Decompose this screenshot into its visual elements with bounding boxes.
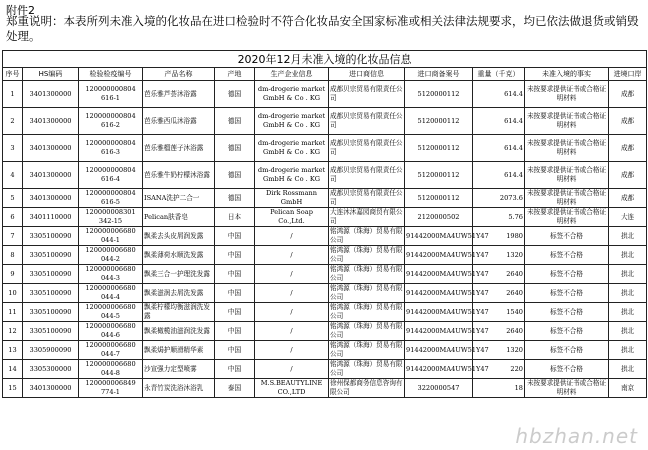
column-header: 进口商备案号 — [405, 68, 473, 81]
cell-reg: 3220000547 — [405, 379, 473, 398]
cell-no: 10 — [3, 284, 23, 303]
cell-reg: 5120000112 — [405, 81, 473, 108]
cell-weight: 1540 — [473, 303, 525, 322]
cell-name: 飘柔焗护顺滑精华素 — [143, 341, 215, 360]
cell-reg: 91442000MA4UW51Y47 — [405, 246, 473, 265]
cell-maker: / — [255, 322, 329, 341]
cell-code: 120000006680 044-5 — [79, 303, 143, 322]
cell-fact: 未按要求提供证书或合格证明材料 — [525, 108, 609, 135]
column-header: HS编码 — [23, 68, 79, 81]
cell-port: 成都 — [609, 81, 647, 108]
cell-origin: 德国 — [215, 108, 255, 135]
cell-reg: 91442000MA4UW51Y47 — [405, 341, 473, 360]
table-row — [3, 81, 647, 108]
cell-origin: 德国 — [215, 135, 255, 162]
cell-port: 成都 — [609, 108, 647, 135]
cell-fact: 未按要求提供证书或合格证明材料 — [525, 135, 609, 162]
cell-weight: 1320 — [473, 341, 525, 360]
cell-maker: / — [255, 360, 329, 379]
cell-name: 飘柔薄荷水顺洗发露 — [143, 246, 215, 265]
cell-hs: 3401300000 — [23, 189, 79, 208]
cell-hs: 3401300000 — [23, 162, 79, 189]
cell-no: 6 — [3, 208, 23, 227]
cell-hs: 3305100090 — [23, 246, 79, 265]
cell-importer: 成都贝宗贸易有限责任公司 — [329, 162, 405, 189]
cell-no: 5 — [3, 189, 23, 208]
cell-fact: 标签不合格 — [525, 227, 609, 246]
cell-code: 120000006680 044-1 — [79, 227, 143, 246]
cell-weight: 18 — [473, 379, 525, 398]
rejected-cosmetics-table — [2, 50, 647, 398]
cell-importer: 铭鸿源（珠海）贸易有限公司 — [330, 360, 403, 377]
cell-hs: 3401300000 — [23, 81, 79, 108]
cell-port: 拱北 — [609, 303, 647, 322]
cell-no: 7 — [3, 227, 23, 246]
cell-weight: 2073.6 — [473, 189, 525, 208]
table-row — [3, 379, 647, 398]
cell-reg: 2120000502 — [405, 208, 473, 227]
cell-reg: 91442000MA4UW51Y47 — [405, 360, 473, 379]
cell-origin: 德国 — [215, 81, 255, 108]
cell-code: 120000006680 044-8 — [79, 360, 143, 379]
cell-no: 8 — [3, 246, 23, 265]
annex-label: 附件2 — [6, 4, 35, 17]
cell-port: 拱北 — [609, 246, 647, 265]
cell-no: 2 — [3, 108, 23, 135]
cell-hs: 3305100090 — [23, 227, 79, 246]
cell-fact: 未按要求提供证书或合格证明材料 — [525, 208, 609, 227]
cell-name: 飘柔三合一护理洗发露 — [143, 265, 215, 284]
cell-port: 成都 — [609, 162, 647, 189]
cell-name: ISANA洗护二合一 — [143, 189, 215, 208]
table-body — [3, 81, 647, 398]
table-row — [3, 322, 647, 341]
cell-weight: 614.4 — [473, 162, 525, 189]
cell-no: 13 — [3, 341, 23, 360]
column-header: 未准入境的事实 — [525, 68, 609, 81]
cell-hs: 3401300000 — [23, 135, 79, 162]
cell-fact: 标签不合格 — [525, 284, 609, 303]
cell-hs: 3305900090 — [23, 341, 79, 360]
cell-maker: / — [255, 246, 329, 265]
cell-name: 永青竹炭洗浴沐浴乳 — [143, 379, 215, 398]
table-row — [3, 189, 647, 208]
cell-no: 1 — [3, 81, 23, 108]
table-row — [3, 265, 647, 284]
cell-code: 120000000804 616-1 — [79, 81, 143, 108]
cell-hs: 3401110000 — [23, 208, 79, 227]
cell-importer: 铭鸿源（珠海）贸易有限公司 — [330, 303, 403, 320]
column-header: 重量（千克） — [473, 68, 525, 81]
cell-hs: 3401300000 — [23, 379, 79, 398]
cell-name: 芭乐雅牛奶柠檬沐浴露 — [143, 162, 215, 189]
cell-port: 拱北 — [609, 360, 647, 379]
cell-origin: 中国 — [215, 360, 255, 379]
cell-maker: / — [255, 284, 329, 303]
cell-origin: 中国 — [215, 303, 255, 322]
table-row — [3, 284, 647, 303]
cell-code: 120000006680 044-7 — [79, 341, 143, 360]
watermark: hbzhan.net — [515, 424, 638, 448]
cell-reg: 5120000112 — [405, 108, 473, 135]
table-header-row — [3, 68, 647, 81]
cell-importer: 铭鸿源（珠海）贸易有限公司 — [330, 322, 403, 339]
column-header: 序号 — [3, 68, 23, 81]
cell-code: 120000000804 616-5 — [79, 189, 143, 208]
cell-importer: 成都贝宗贸易有限责任公司 — [329, 108, 405, 135]
cell-no: 4 — [3, 162, 23, 189]
column-header: 生产企业信息 — [255, 68, 329, 81]
cell-importer: 铭鸿源（珠海）贸易有限公司 — [330, 341, 403, 358]
cell-name: 飘柔去头皮屑润发露 — [143, 227, 215, 246]
cell-reg: 91442000MA4UW51Y47 — [405, 303, 473, 322]
cell-hs: 3401300000 — [23, 108, 79, 135]
cell-origin: 中国 — [215, 246, 255, 265]
cell-fact: 标签不合格 — [525, 341, 609, 360]
cell-maker: dm-drogerie market GmbH & Co . KG — [255, 162, 329, 189]
cell-origin: 德国 — [215, 162, 255, 189]
cell-port: 拱北 — [609, 341, 647, 360]
cell-fact: 标签不合格 — [525, 360, 609, 379]
cell-reg: 5120000112 — [405, 135, 473, 162]
cell-reg: 91442000MA4UW51Y47 — [405, 284, 473, 303]
cell-importer: 徐州保都商务信息咨询有限公司 — [330, 379, 403, 396]
cell-weight: 614.4 — [473, 135, 525, 162]
cell-code: 120000006680 044-6 — [79, 322, 143, 341]
cell-hs: 3305100090 — [23, 284, 79, 303]
column-header: 进境口岸 — [609, 68, 647, 81]
column-header: 产地 — [215, 68, 255, 81]
cell-code: 120000006680 044-2 — [79, 246, 143, 265]
cell-no: 11 — [3, 303, 23, 322]
table-row — [3, 303, 647, 322]
cell-origin: 德国 — [215, 189, 255, 208]
cell-weight: 5.76 — [473, 208, 525, 227]
cell-hs: 3305100090 — [23, 265, 79, 284]
cell-fact: 标签不合格 — [525, 265, 609, 284]
cell-no: 3 — [3, 135, 23, 162]
cell-weight: 614.4 — [473, 108, 525, 135]
cell-name: 芭乐雅西瓜沐浴露 — [143, 108, 215, 135]
cell-weight: 2640 — [473, 265, 525, 284]
cell-maker: / — [255, 227, 329, 246]
cell-name: 飘柔柠檬均衡滋润洗发露 — [143, 303, 215, 322]
cell-origin: 泰国 — [215, 379, 255, 398]
table-row — [3, 162, 647, 189]
cell-weight: 1980 — [473, 227, 525, 246]
cell-importer: 铭鸿源（珠海）贸易有限公司 — [330, 246, 403, 263]
cell-name: Pelican肤香皂 — [143, 208, 215, 227]
cell-code: 120000008301 342-15 — [79, 208, 143, 227]
cell-maker: / — [255, 341, 329, 360]
cell-no: 14 — [3, 360, 23, 379]
column-header: 检验检疫编号 — [79, 68, 143, 81]
cell-code: 120000006680 044-4 — [79, 284, 143, 303]
cell-maker: dm-drogerie market GmbH & Co . KG — [255, 108, 329, 135]
cell-port: 拱北 — [609, 227, 647, 246]
cell-maker: Pelican Soap Co.,Ltd. — [255, 208, 329, 227]
cell-weight: 2640 — [473, 322, 525, 341]
cell-fact: 标签不合格 — [525, 322, 609, 341]
cell-fact: 未按要求提供证书或合格证明材料 — [525, 162, 609, 189]
cell-fact: 未按要求提供证书或合格证明材料 — [525, 81, 609, 108]
cell-port: 成都 — [609, 135, 647, 162]
cell-port: 拱北 — [609, 284, 647, 303]
cell-reg: 5120000112 — [405, 162, 473, 189]
table-row — [3, 108, 647, 135]
cell-origin: 中国 — [215, 227, 255, 246]
cell-maker: dm-drogerie market GmbH & Co . KG — [255, 81, 329, 108]
cell-port: 成都 — [609, 189, 647, 208]
cell-port: 南京 — [609, 379, 647, 398]
cell-name: 飘柔滋润去屑洗发露 — [143, 284, 215, 303]
table-row — [3, 341, 647, 360]
cell-origin: 中国 — [215, 322, 255, 341]
cell-code: 120000000804 616-3 — [79, 135, 143, 162]
table-row — [3, 360, 647, 379]
cell-fact: 未按要求提供证书或合格证明材料 — [525, 379, 609, 398]
cell-code: 120000000804 616-2 — [79, 108, 143, 135]
cell-reg: 91442000MA4UW51Y47 — [405, 227, 473, 246]
cell-maker: / — [255, 265, 329, 284]
cell-weight: 220 — [473, 360, 525, 379]
cell-importer: 铭鸿源（珠海）贸易有限公司 — [330, 227, 403, 244]
cell-importer: 铭鸿源（珠海）贸易有限公司 — [330, 265, 403, 282]
notice-text: 郑重说明：本表所列未准入境的化妆品在进口检验时不符合化妆品安全国家标准或相关法律法规要求，均已依法做退货或销毁处理。 — [6, 14, 639, 43]
table-row — [3, 208, 647, 227]
cell-reg: 91442000MA4UW51Y47 — [405, 322, 473, 341]
cell-name: 飘柔橄榄油滋润洗发露 — [143, 322, 215, 341]
cell-no: 15 — [3, 379, 23, 398]
cell-maker: / — [255, 303, 329, 322]
column-header: 进口商信息 — [329, 68, 405, 81]
table-title: 2020年12月未准入境的化妆品信息 — [3, 51, 647, 68]
cell-origin: 日本 — [215, 208, 255, 227]
cell-maker: Dirk Rossmann GmbH — [255, 189, 329, 208]
cell-fact: 未按要求提供证书或合格证明材料 — [525, 189, 609, 208]
cell-port: 大连 — [609, 208, 647, 227]
cell-fact: 标签不合格 — [525, 303, 609, 322]
cell-origin: 中国 — [215, 265, 255, 284]
cell-hs: 3305100090 — [23, 303, 79, 322]
cell-importer: 成都贝宗贸易有限责任公司 — [329, 135, 405, 162]
table-row — [3, 135, 647, 162]
cell-maker: M.S.BEAUTYLINE CO.,LTD — [255, 379, 329, 398]
cell-weight: 2640 — [473, 284, 525, 303]
cell-no: 12 — [3, 322, 23, 341]
cell-origin: 中国 — [215, 341, 255, 360]
cell-importer: 大连沐沐嘉园商贸有限公司 — [330, 208, 403, 225]
cell-name: 芭乐雅芦荟沐浴露 — [143, 81, 215, 108]
cell-fact: 标签不合格 — [525, 246, 609, 265]
column-header: 产品名称 — [143, 68, 215, 81]
cell-weight: 614.4 — [473, 81, 525, 108]
cell-hs: 3305300000 — [23, 360, 79, 379]
cell-name: 沙宣强力定型喷雾 — [143, 360, 215, 379]
cell-code: 120000006849 774-1 — [79, 379, 143, 398]
cell-name: 芭乐雅榴莲子沐浴露 — [143, 135, 215, 162]
cell-reg: 5120000112 — [405, 189, 473, 208]
cell-no: 9 — [3, 265, 23, 284]
cell-reg: 91442000MA4UW51Y47 — [405, 265, 473, 284]
cell-hs: 3305100090 — [23, 322, 79, 341]
table-row — [3, 246, 647, 265]
table-row — [3, 227, 647, 246]
cell-port: 拱北 — [609, 322, 647, 341]
cell-port: 拱北 — [609, 265, 647, 284]
cell-code: 120000000804 616-4 — [79, 162, 143, 189]
cell-origin: 中国 — [215, 284, 255, 303]
cell-importer: 铭鸿源（珠海）贸易有限公司 — [330, 284, 403, 301]
cell-weight: 1320 — [473, 246, 525, 265]
cell-importer: 成都贝宗贸易有限责任公司 — [330, 189, 403, 206]
cell-importer: 成都贝宗贸易有限责任公司 — [329, 81, 405, 108]
cell-maker: dm-drogerie market GmbH & Co . KG — [255, 135, 329, 162]
cell-code: 120000006680 044-3 — [79, 265, 143, 284]
